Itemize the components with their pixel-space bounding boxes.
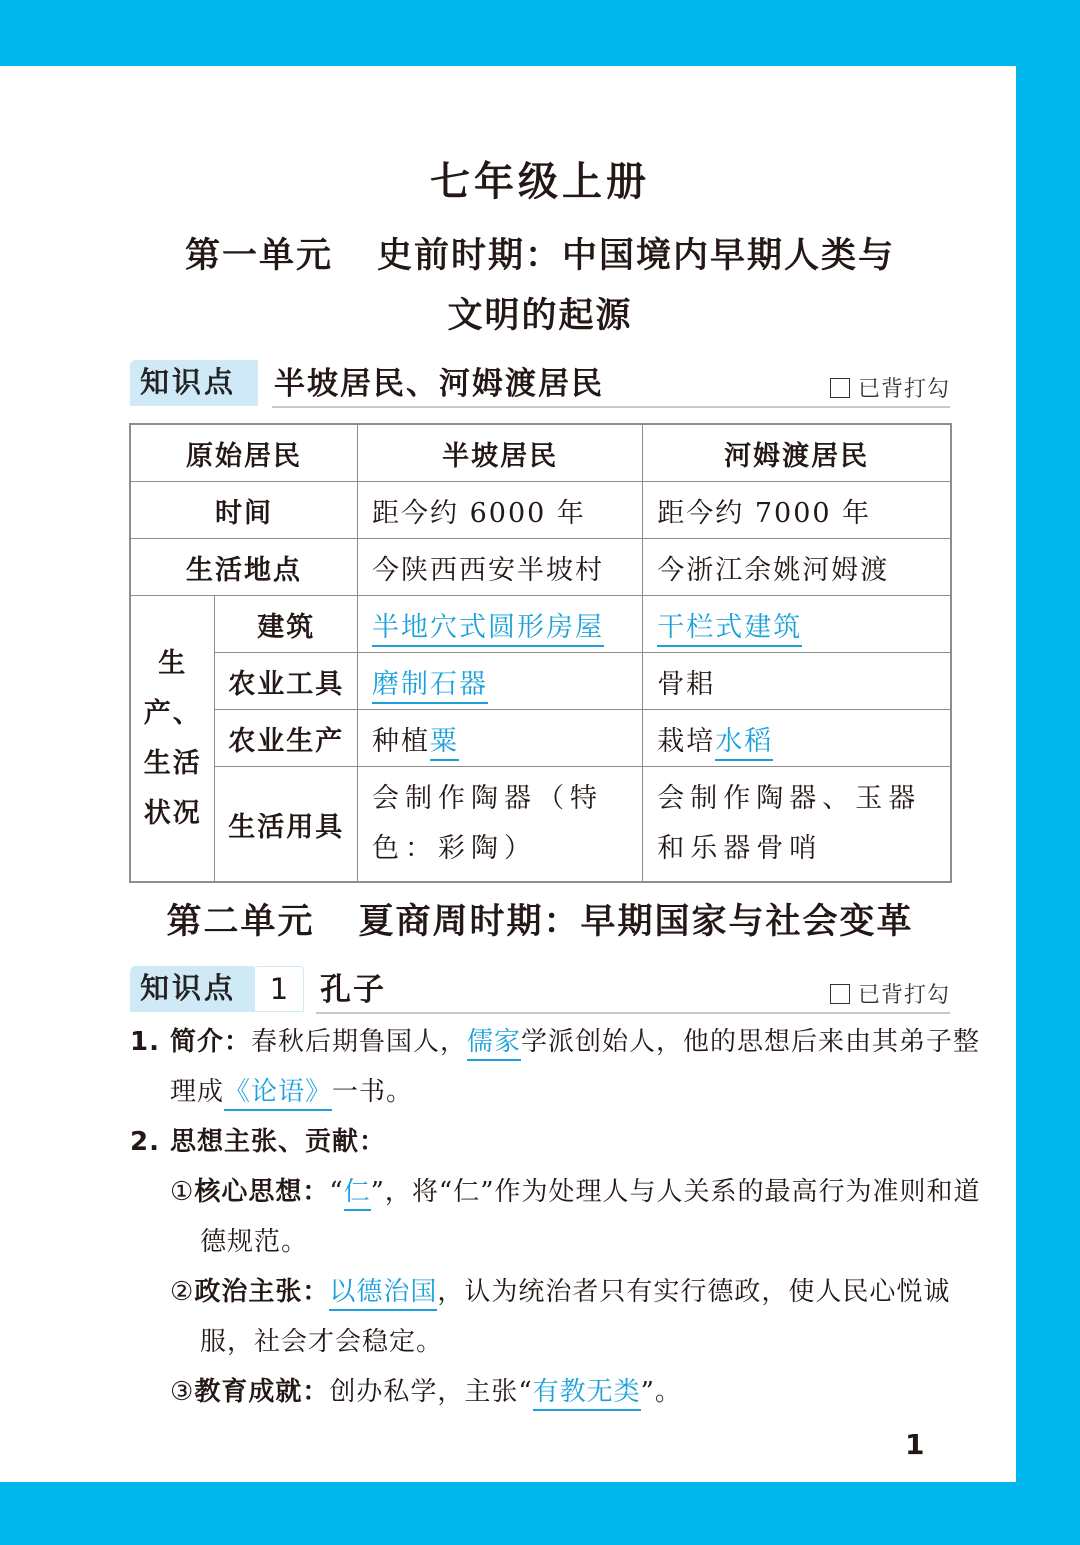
table-cell: 距今约 6000 年: [358, 482, 643, 539]
circled-number: ②: [170, 1277, 195, 1307]
memorized-checkbox[interactable]: [830, 372, 950, 403]
unit2-heading: [0, 892, 1080, 952]
unit2-number: 第二单元: [166, 902, 315, 942]
item-number: 1.: [130, 1027, 160, 1057]
row-label: 农业生产: [215, 710, 358, 767]
body-text: 春秋后期鲁国人，: [251, 1027, 468, 1057]
answer-text: 干栏式建筑: [657, 612, 802, 647]
knowledge-point-badge: 知识点: [130, 360, 258, 406]
answer-text: 有教无类: [533, 1377, 641, 1411]
answer-text: 儒家: [467, 1027, 521, 1061]
header-underline: [272, 406, 950, 408]
answer-text: 半地穴式圆形房屋: [372, 612, 604, 647]
idea-item-1: [170, 1167, 982, 1267]
body-text: 一书。: [332, 1077, 414, 1107]
answer-text: 《论语》: [224, 1077, 332, 1111]
knowledge-point-title: 孔子: [320, 972, 386, 1008]
cell-text: 种植: [372, 725, 431, 757]
table-row: [130, 767, 951, 883]
body-text: 创办私学，主张“: [329, 1377, 533, 1407]
row-label: 建筑: [215, 596, 358, 653]
page-number: 1: [905, 1428, 925, 1461]
confucius-intro: [130, 1017, 992, 1117]
idea-item-3: [170, 1367, 982, 1417]
memorized-checkbox[interactable]: [830, 978, 950, 1009]
item-label: 简介：: [170, 1027, 252, 1057]
unit2-title: 夏商周时期：早期国家与社会变革: [358, 902, 914, 942]
row-label: 农业工具: [215, 653, 358, 710]
unit1-number: 第一单元: [184, 236, 333, 276]
knowledge-point-title: 半坡居民、河姆渡居民: [274, 366, 604, 402]
table-cell: 今陕西西安半坡村: [358, 539, 643, 596]
header-underline: [316, 1012, 950, 1014]
item-label: 政治主张：: [194, 1277, 330, 1307]
unit1-heading: [0, 226, 1080, 346]
row-label: 生活地点: [130, 539, 358, 596]
checkbox-icon: [830, 378, 850, 398]
answer-text: 仁: [344, 1177, 371, 1211]
item-label: 思想主张、贡献：: [170, 1127, 387, 1157]
ideas-heading: [130, 1117, 952, 1167]
item-label: 教育成就：: [194, 1377, 330, 1407]
table-row: [130, 539, 951, 596]
header-cell: 河姆渡居民: [643, 424, 951, 482]
table-row: [130, 596, 951, 653]
knowledge-point-number: 1: [254, 966, 304, 1012]
item-label: 核心思想：: [194, 1177, 330, 1207]
idea-item-2: [170, 1267, 982, 1367]
table-row: [130, 653, 951, 710]
table-cell: 会制作陶器（特色：彩陶）: [358, 767, 643, 883]
header-cell: 原始居民: [130, 424, 358, 482]
knowledge-point-badge: 知识点: [130, 966, 254, 1012]
answer-text: 磨制石器: [372, 669, 488, 704]
table-row: [130, 710, 951, 767]
row-label: 时间: [130, 482, 358, 539]
row-label: 生活用具: [215, 767, 358, 883]
table-cell: 骨耜: [643, 653, 951, 710]
body-text: ”。: [640, 1377, 682, 1407]
body-text: “: [329, 1177, 344, 1207]
answer-text: 水稻: [715, 726, 773, 761]
table-cell: 今浙江余姚河姆渡: [643, 539, 951, 596]
checkbox-icon: [830, 984, 850, 1004]
circled-number: ①: [170, 1177, 195, 1207]
book-title: 七年级上册: [430, 159, 650, 205]
body-text: ，认为统治者只有实行德政，使人民心悦诚服，社会才会稳定。: [200, 1277, 951, 1357]
answer-text: 粟: [430, 726, 459, 761]
unit1-title-line1: 史前时期：中国境内早期人类与: [377, 236, 896, 276]
residents-comparison-table: [129, 423, 952, 883]
group-label: 生产、生活状况: [130, 596, 215, 883]
header-cell: 半坡居民: [358, 424, 643, 482]
answer-text: 以德治国: [329, 1277, 437, 1311]
knowledge-point-header-1: [130, 360, 950, 408]
table-cell: 会制作陶器、玉器和乐器骨哨: [643, 767, 951, 883]
table-row: [130, 482, 951, 539]
cell-text: 栽培: [657, 725, 716, 757]
table-cell: 距今约 7000 年: [643, 482, 951, 539]
body-text: 学派创始人，他的思想后来由其弟子整理成: [170, 1027, 981, 1107]
table-row: [130, 424, 951, 482]
checkbox-label: 已背打勾: [857, 983, 950, 1008]
body-text: ”，将“仁”作为处理人与人关系的最高行为准则和道德规范。: [200, 1177, 981, 1257]
knowledge-point-header-2: [130, 966, 950, 1014]
circled-number: ③: [170, 1377, 195, 1407]
unit1-title-line2: 文明的起源: [447, 296, 633, 336]
item-number: 2.: [130, 1127, 160, 1157]
checkbox-label: 已背打勾: [857, 377, 950, 402]
